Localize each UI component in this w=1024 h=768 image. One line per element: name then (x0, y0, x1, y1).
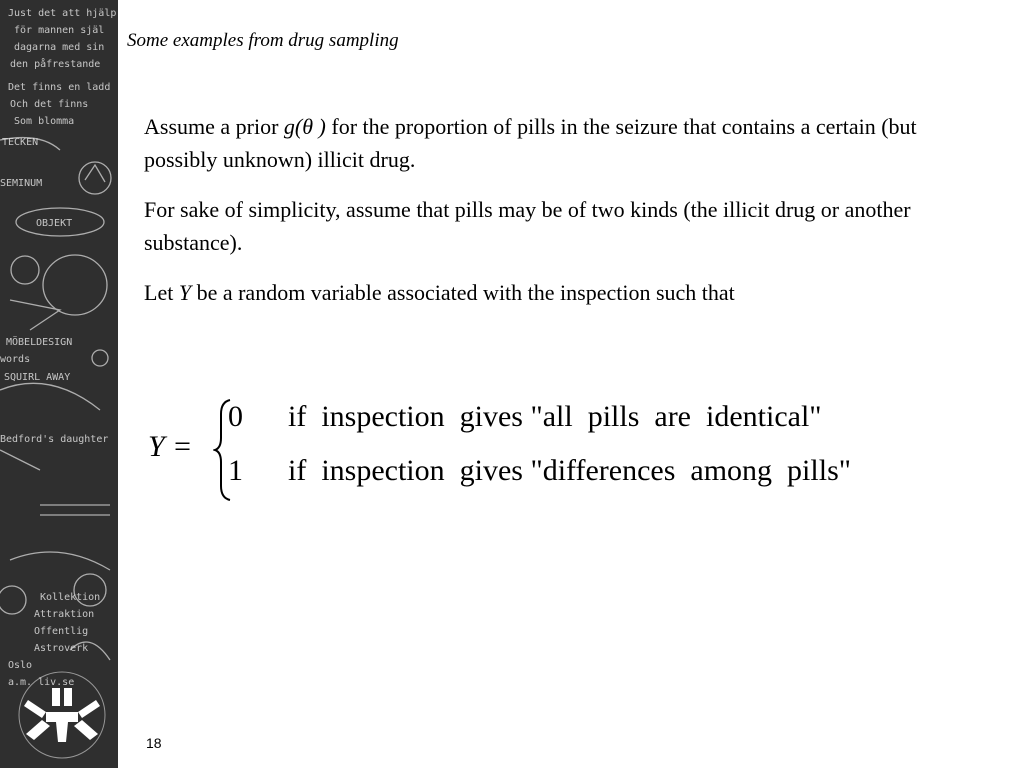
handwriting-line: MÖBELDESIGN (6, 337, 73, 348)
handwriting-line: a.m. liv.se (8, 677, 75, 688)
page-number: 18 (146, 735, 162, 751)
handwriting-line: TECKEN (2, 137, 39, 148)
chalkboard-doodles (0, 0, 118, 768)
handwriting-line: Just det att hjälp (8, 8, 117, 19)
handwriting-line: Som blomma (14, 116, 75, 127)
handwriting-line: Kollektion (40, 592, 101, 603)
paragraph-random-variable (144, 276, 964, 309)
handwriting-line: den påfrestande (10, 59, 101, 70)
equation-lhs-text: Y = (148, 430, 193, 463)
case-1-value: 0 (228, 400, 243, 433)
prior-function: g(θ ) (283, 114, 326, 139)
handwriting-line: OBJEKT (36, 218, 73, 229)
text: be a random variable associated with the inspection such that (191, 280, 735, 305)
decorative-sidebar (0, 0, 118, 768)
handwriting-line: Oslo (8, 660, 33, 671)
handwriting-line: Och det finns (10, 99, 89, 110)
slide-header-title: Some examples from drug sampling (127, 30, 399, 51)
handwriting-line: words (0, 354, 31, 365)
slide-body (144, 110, 964, 326)
case-2-condition: if inspection gives "differences among pills" (288, 454, 851, 487)
text: Let (144, 280, 179, 305)
handwriting-line: SQUIRL AWAY (4, 372, 71, 383)
variable-y: Y (178, 280, 192, 305)
handwriting-line: Bedford's daughter (0, 434, 109, 445)
text: Assume a prior (144, 114, 284, 139)
handwriting-line: Det finns en ladd (8, 82, 111, 93)
paragraph-simplicity: For sake of simplicity, assume that pills may be of two kinds (the illicit drug or another substance). (144, 197, 911, 255)
handwriting-line: dagarna med sin (14, 42, 105, 53)
handwriting-line: Attraktion (34, 609, 95, 620)
case-1-condition: if inspection gives "all pills are identical" (288, 400, 822, 433)
equation-case-1 (228, 400, 822, 434)
handwriting-line: Astroverk (34, 643, 89, 654)
handwriting-line: Offentlig (34, 626, 89, 637)
handwriting-line: SEMINUM (0, 178, 43, 189)
text: for the proportion of pills in the seizure that contains a certain (but possibly unknown) illicit drug. (144, 114, 917, 172)
equation-lhs (148, 430, 192, 464)
paragraph-prior (144, 110, 964, 176)
case-2-value: 1 (228, 454, 243, 487)
equation-case-2 (228, 454, 851, 488)
piecewise-equation (148, 392, 968, 502)
handwriting-line: för mannen själ (14, 25, 105, 36)
